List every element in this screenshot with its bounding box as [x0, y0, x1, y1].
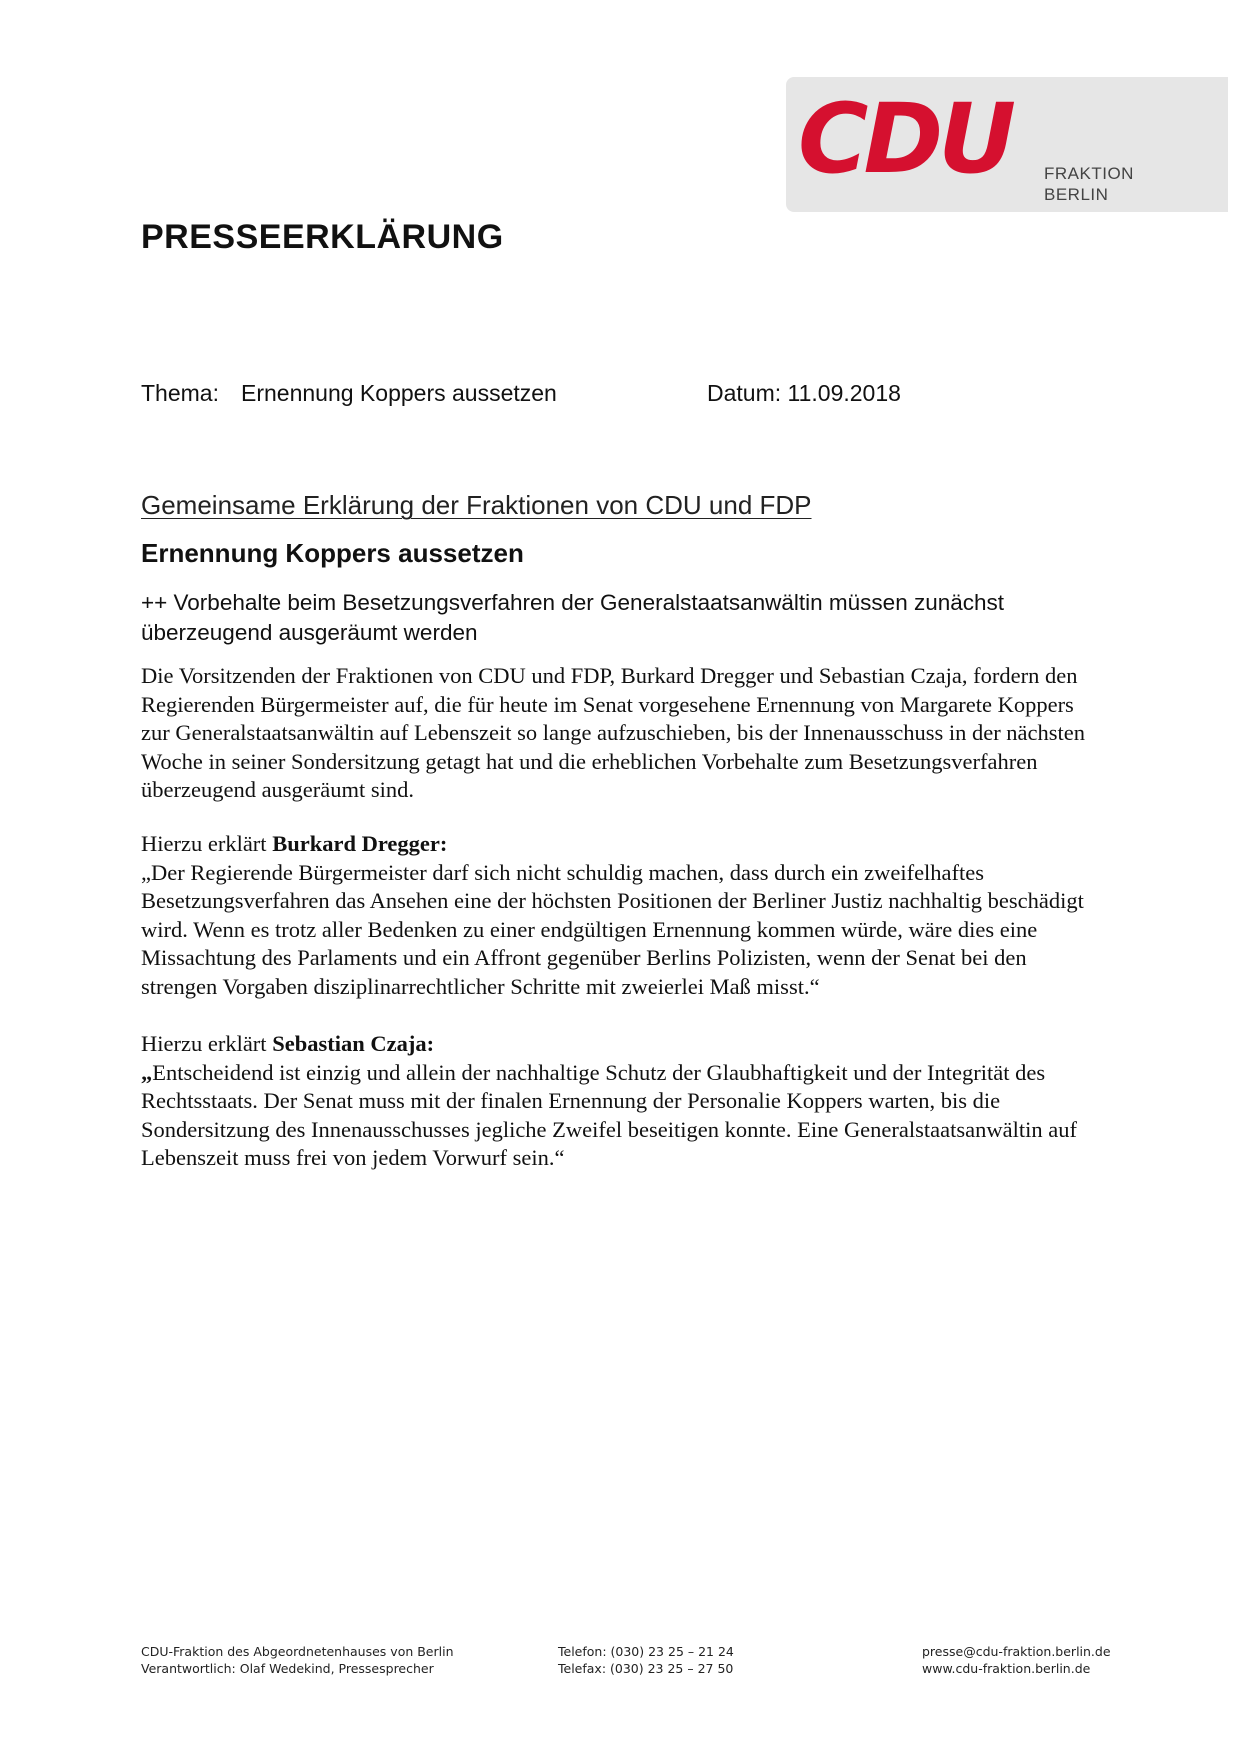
speaker-name: Sebastian Czaja:: [272, 1031, 435, 1056]
footer-org: CDU-Fraktion des Abgeordnetenhauses von Berlin: [141, 1644, 454, 1659]
logo-banner: [786, 77, 1228, 212]
lead-text: Hierzu erklärt: [141, 831, 273, 856]
document-title: PRESSEERKLÄRUNG: [141, 218, 504, 256]
footer-contact-online: [922, 1643, 1111, 1677]
lead-text: Hierzu erklärt: [141, 1031, 273, 1056]
statement-quote: [141, 1059, 1101, 1173]
intro-text: Die Vorsitzenden der Fraktionen von CDU und FDP, Burkard Dregger und Sebastian Czaja, fordern den Regierenden Bürgermeister auf, die für heute im Senat vorgesehene Ernennung von Margarete Koppers zur Generalstaatsanwältin auf Lebenszeit so lange aufzuschieben, bis der Innenausschuss in der nächsten Woche in seiner Sondersitzung getagt hat und die erheblichen Vorbehalte zum Besetzungsverfahren überzeugend ausgeräumt sind.: [141, 663, 1086, 803]
open-quote: „: [141, 1059, 153, 1085]
open-quote: „: [141, 859, 151, 885]
footer-organization: [141, 1643, 454, 1677]
footer-contact-phone: [558, 1643, 734, 1677]
statement-czaja: [141, 1030, 1101, 1173]
speaker-name: Burkard Dregger:: [272, 831, 448, 856]
footer-fax: Telefax: (030) 23 25 – 27 50: [558, 1661, 734, 1676]
statement-lead: [141, 1030, 1101, 1059]
date-value: Datum: 11.09.2018: [707, 380, 901, 406]
quote-text: Entscheidend ist einzig und allein der nachhaltige Schutz der Glaubhaftigkeit und der Integrität des Rechtsstaats. Der Senat muss mit der finalen Ernennung der Personalie Koppers warten, bis die Sondersitzung des Innenausschusses jegliche Zweifel beseitigen konnte. Eine Generalstaatsanwältin auf Lebenszeit muss frei von jedem Vorwurf sein.“: [141, 1059, 1077, 1171]
intro-paragraph: [141, 662, 1101, 805]
topic-value: Ernennung Koppers aussetzen: [241, 380, 557, 406]
logo-line-fraktion: FRAKTION: [1044, 164, 1134, 183]
quote-text: Der Regierende Bürgermeister darf sich nicht schuldig machen, dass durch ein zweifelhaftes Besetzungsverfahren das Ansehen eine der höchsten Positionen der Berliner Justiz nachhaltig beschädigt wird. Wenn es trotz aller Bedenken zu einer endgültigen Ernennung kommen würde, wäre dies eine Missachtung des Parlaments und ein Affront gegenüber Berlins Polizisten, wenn der Senat bei den strengen Vorgaben disziplinarrechtlicher Schritte mit zweierlei Maß misst.“: [141, 859, 1084, 999]
teaser-text: ++ Vorbehalte beim Besetzungsverfahren der Generalstaatsanwältin müssen zunächst überzeugend ausgeräumt werden: [141, 590, 1005, 645]
statement-lead: [141, 830, 1101, 859]
topic-label: Thema:: [141, 380, 219, 406]
statement-dregger: [141, 830, 1101, 1002]
joint-statement-heading: Gemeinsame Erklärung der Fraktionen von CDU und FDP: [141, 490, 812, 520]
footer-web-link[interactable]: www.cdu-fraktion.berlin.de: [922, 1661, 1091, 1676]
cdu-logo: CDU: [798, 83, 1012, 195]
footer-responsible: Verantwortlich: Olaf Wedekind, Pressesprecher: [141, 1661, 434, 1676]
footer-email-link[interactable]: presse@cdu-fraktion.berlin.de: [922, 1644, 1111, 1659]
footer-phone: Telefon: (030) 23 25 – 21 24: [558, 1644, 734, 1659]
logo-line-berlin: BERLIN: [1044, 185, 1109, 204]
statement-quote: [141, 859, 1101, 1002]
statement-subheading: Ernennung Koppers aussetzen: [141, 538, 524, 568]
logo-subtitle: [1044, 163, 1134, 205]
